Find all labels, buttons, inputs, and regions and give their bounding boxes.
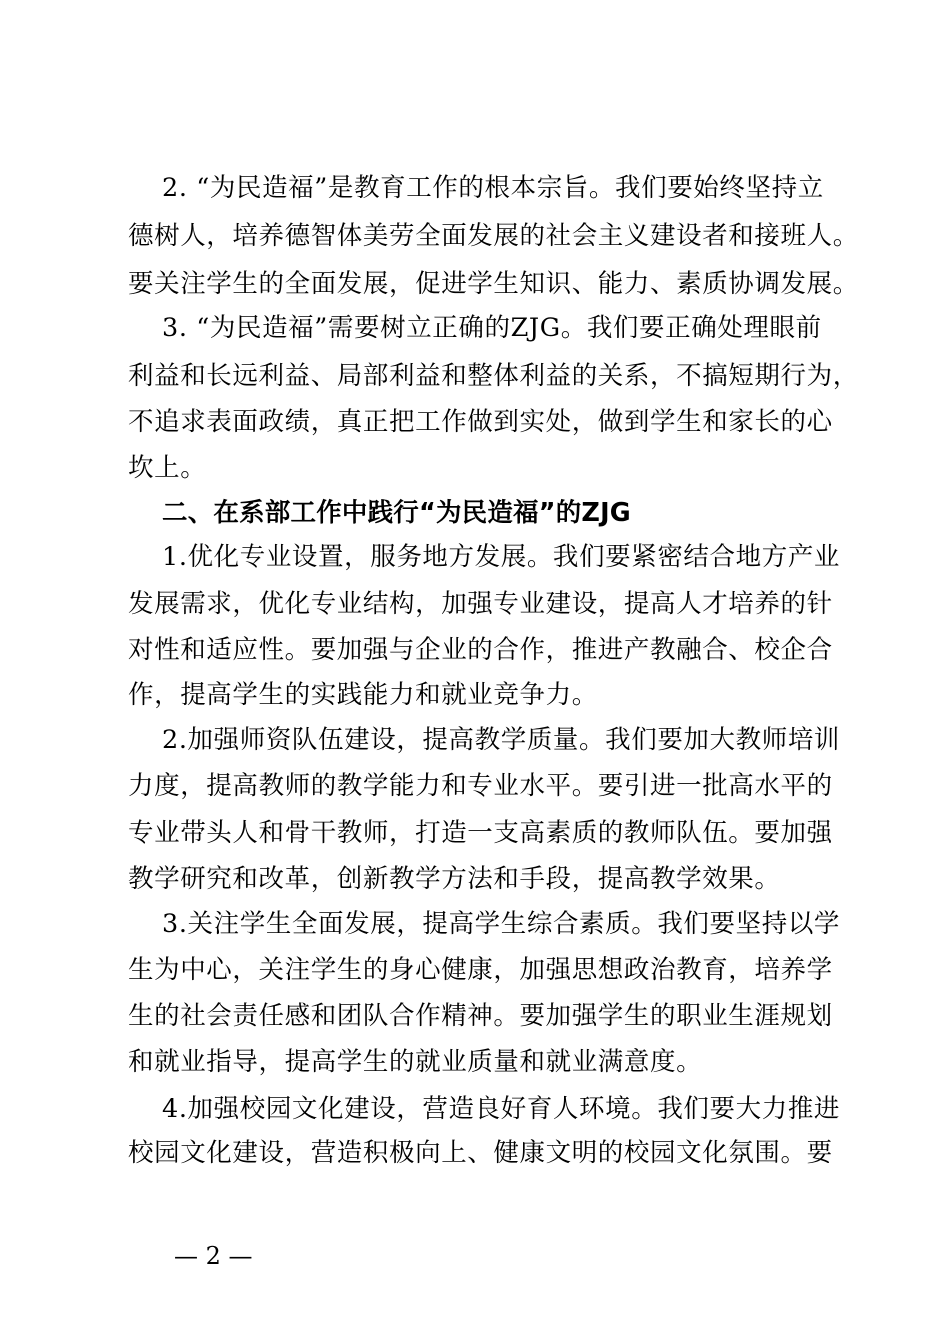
paragraph-line: 2.加强师资队伍建设，提高教学质量。我们要加大教师培训 — [162, 725, 841, 755]
paragraph-line: 对性和适应性。要加强与企业的合作，推进产教融合、校企合 — [128, 635, 833, 665]
paragraph-line: 生的社会责任感和团队合作精神。要加强学生的职业生涯规划 — [128, 1001, 833, 1031]
paragraph-line: 不追求表面政绩，真正把工作做到实处，做到学生和家长的心 — [128, 407, 833, 437]
paragraph-line: 2. “为民造福”是教育工作的根本宗旨。我们要始终坚持立 — [162, 173, 824, 203]
paragraph-line: 利益和长远利益、局部利益和整体利益的关系，不搞短期行为， — [128, 361, 859, 391]
section-heading: 二、在系部工作中践行“为民造福”的ZJG — [162, 498, 631, 528]
paragraph-line: 德树人，培养德智体美劳全面发展的社会主义建设者和接班人。 — [128, 221, 859, 251]
paragraph-line: 和就业指导，提高学生的就业质量和就业满意度。 — [128, 1047, 703, 1077]
paragraph-line: 发展需求，优化专业结构，加强专业建设，提高人才培养的针 — [128, 589, 833, 619]
paragraph-line: 生为中心，关注学生的身心健康，加强思想政治教育，培养学 — [128, 955, 833, 985]
paragraph-line: 专业带头人和骨干教师，打造一支高素质的教师队伍。要加强 — [128, 818, 833, 848]
paragraph-line: 4.加强校园文化建设，营造良好育人环境。我们要大力推进 — [162, 1094, 841, 1124]
paragraph-line: 1.优化专业设置，服务地方发展。我们要紧密结合地方产业 — [162, 542, 841, 572]
page-number: — 2 — — [174, 1242, 253, 1270]
paragraph-line: 作，提高学生的实践能力和就业竞争力。 — [128, 680, 598, 710]
paragraph-line: 要关注学生的全面发展，促进学生知识、能力、素质协调发展。 — [128, 269, 859, 299]
paragraph-line: 3.关注学生全面发展，提高学生综合素质。我们要坚持以学 — [162, 909, 841, 939]
paragraph-line: 力度，提高教师的教学能力和专业水平。要引进一批高水平的 — [128, 771, 833, 801]
paragraph-line: 3. “为民造福”需要树立正确的ZJG。我们要正确处理眼前 — [162, 313, 822, 343]
paragraph-line: 坎上。 — [128, 453, 207, 483]
paragraph-line: 校园文化建设，营造积极向上、健康文明的校园文化氛围。要 — [128, 1138, 833, 1168]
paragraph-line: 教学研究和改革，创新教学方法和手段，提高教学效果。 — [128, 864, 781, 894]
